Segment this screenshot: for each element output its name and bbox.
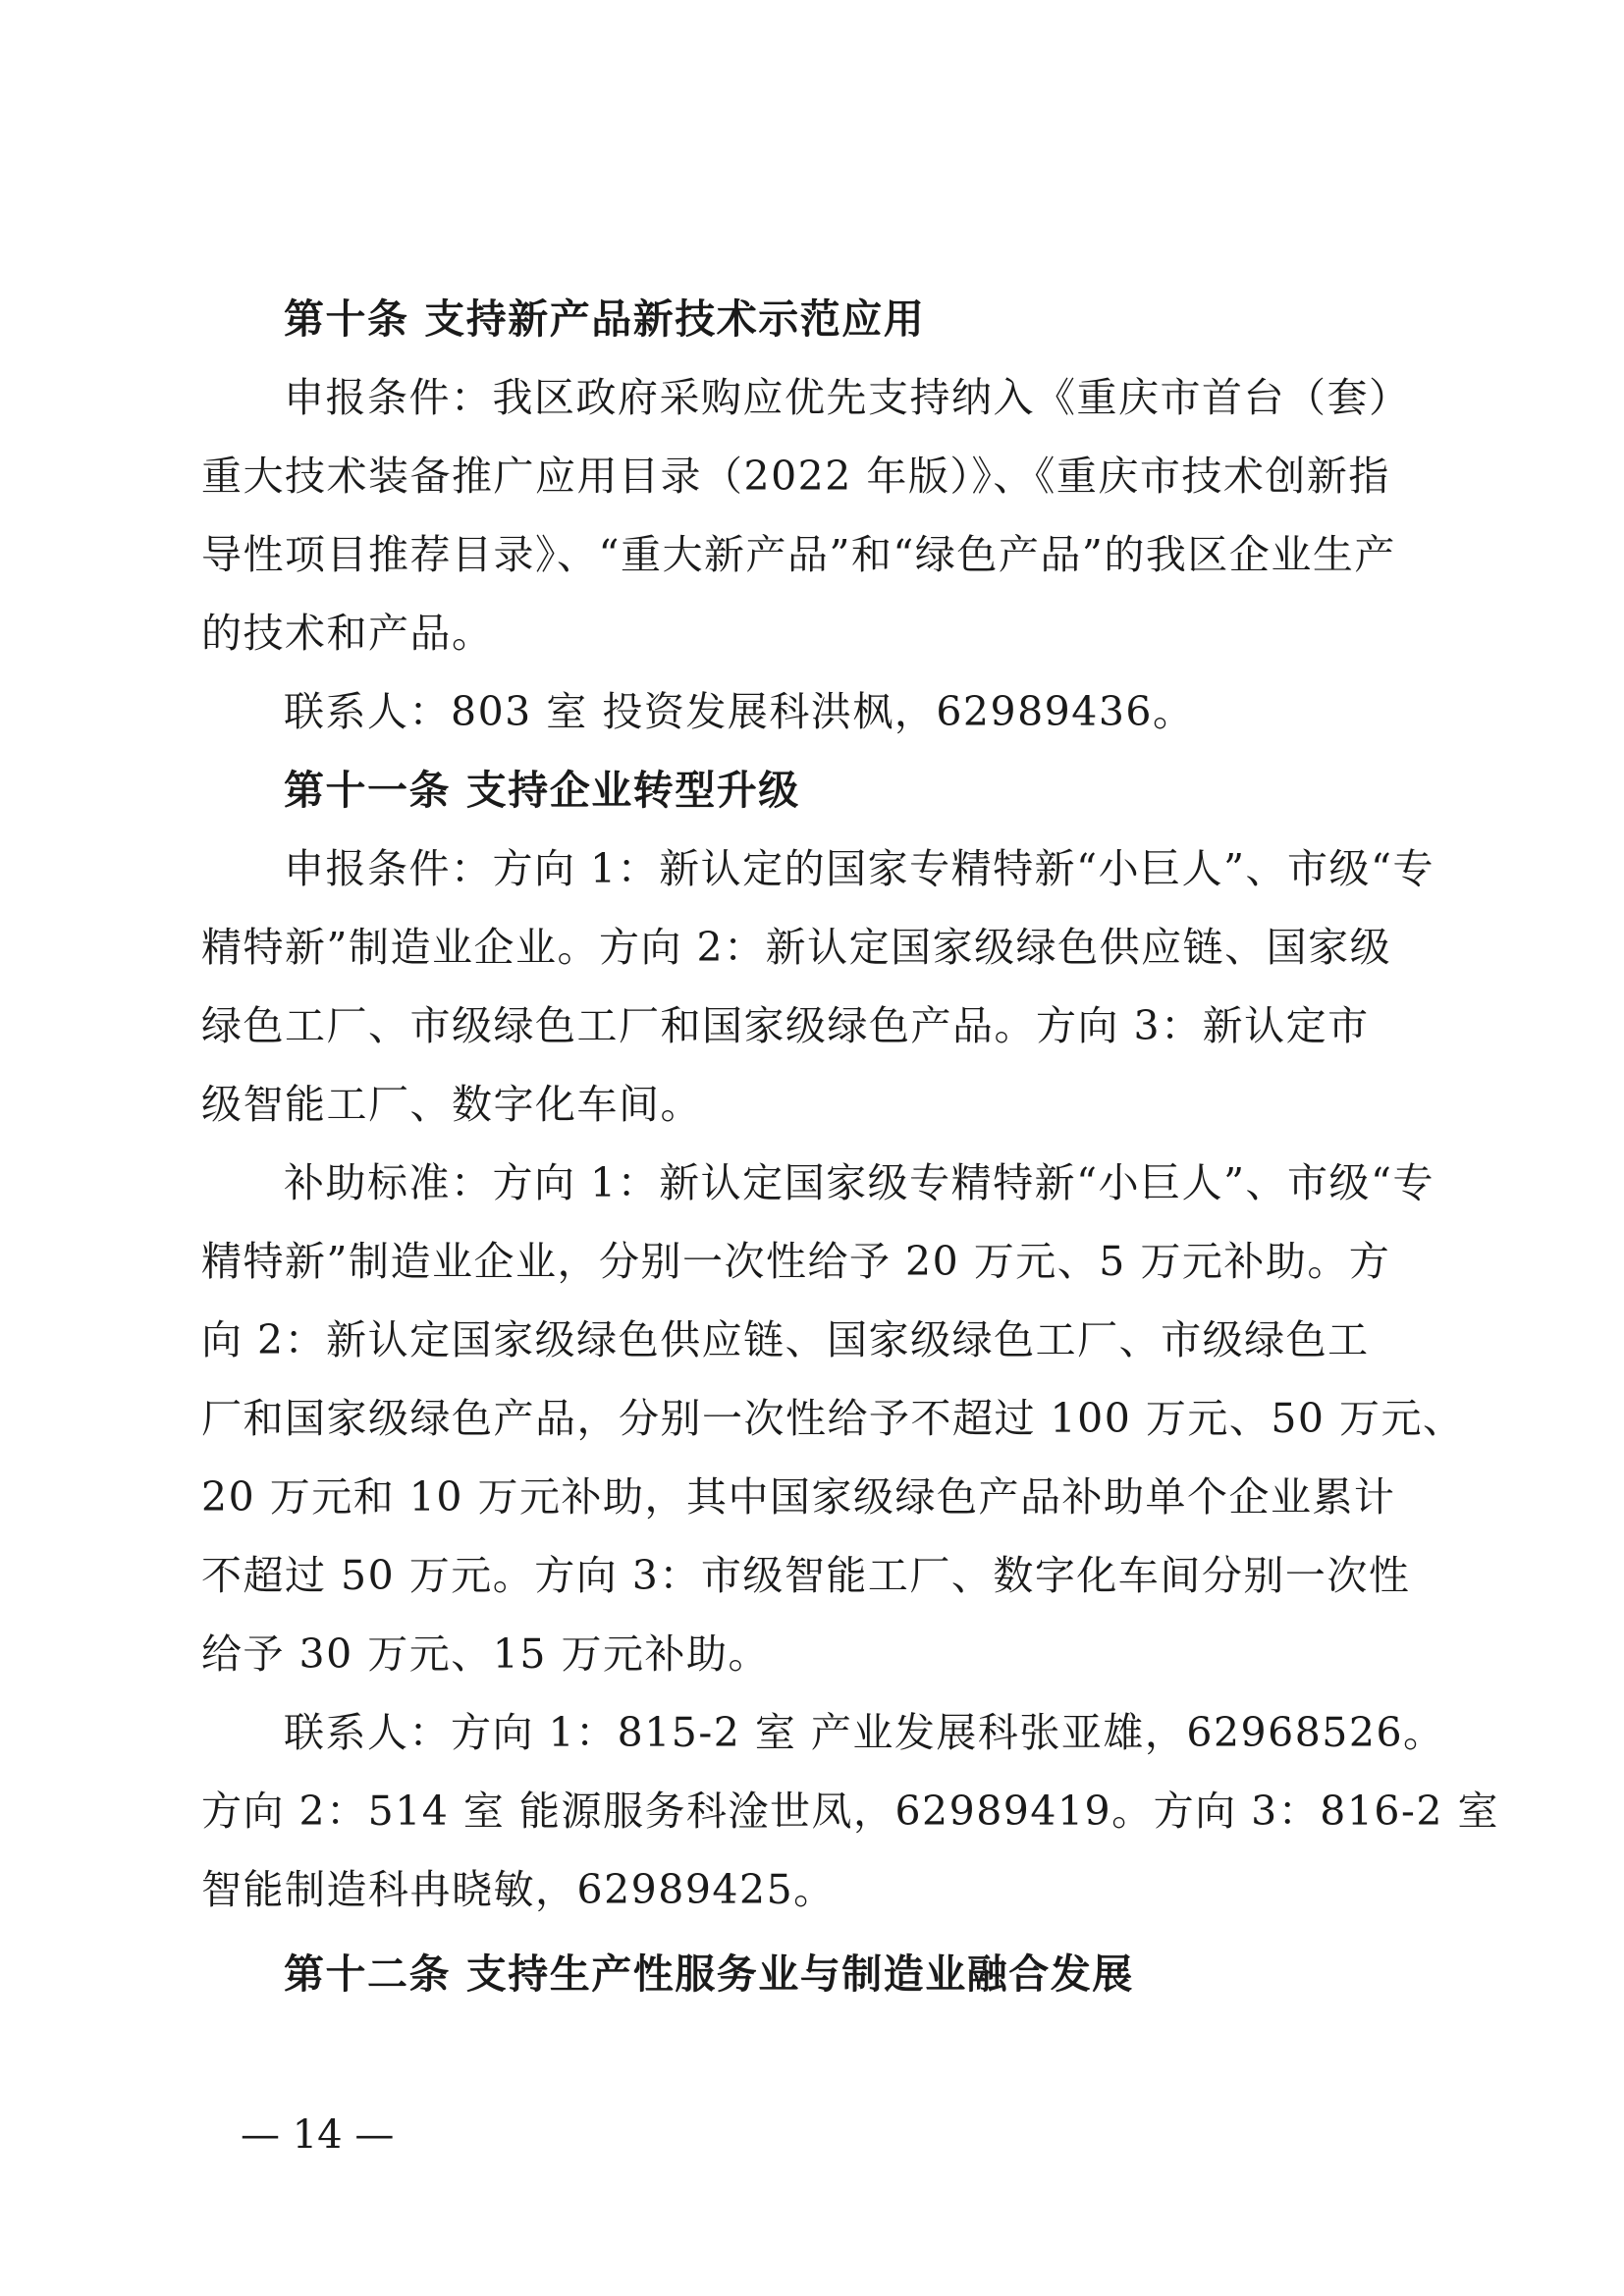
document-body (201, 280, 1499, 2013)
article-10-conditions-line-2: 重大技术装备推广应用目录（2022 年版）》、《重庆市技术创新指 (201, 453, 1390, 500)
article-11-conditions-line-3: 绿色工厂、市级绿色工厂和国家级绿色产品。方向 3：新认定市 (201, 1002, 1370, 1049)
article-12-heading: 第十二条 支持生产性服务业与制造业融合发展 (284, 1950, 1134, 1998)
article-11-conditions-line-1: 申报条件：方向 1：新认定的国家专精特新“小巨人”、市级“专 (284, 845, 1435, 892)
article-11-contact-line-3: 智能制造科冉晓敏，62989425。 (201, 1866, 836, 1913)
article-11-conditions-line-2: 精特新”制造业企业。方向 2：新认定国家级绿色供应链、国家级 (201, 924, 1392, 971)
article-11-subsidy-line-6: 不超过 50 万元。方向 3：市级智能工厂、数字化车间分别一次性 (201, 1552, 1411, 1599)
article-11-subsidy-line-1: 补助标准：方向 1：新认定国家级专精特新“小巨人”、市级“专 (284, 1159, 1435, 1206)
article-11-contact-line-1: 联系人：方向 1：815-2 室 产业发展科张亚雄，62968526。 (284, 1709, 1445, 1756)
article-11-conditions-line-4: 级智能工厂、数字化车间。 (201, 1081, 702, 1128)
article-11-contact-line-2: 方向 2：514 室 能源服务科淦世凤，62989419。方向 3：816-2 室 (201, 1788, 1499, 1835)
article-11-heading: 第十一条 支持企业转型升级 (284, 767, 800, 814)
article-11-subsidy-line-3: 向 2：新认定国家级绿色供应链、国家级绿色工厂、市级绿色工 (201, 1316, 1370, 1363)
article-10-contact: 联系人：803 室 投资发展科洪枫，62989436。 (284, 688, 1195, 735)
article-10-conditions-line-4: 的技术和产品。 (201, 610, 494, 657)
article-11-subsidy-line-5: 20 万元和 10 万元补助，其中国家级绿色产品补助单个企业累计 (201, 1473, 1396, 1521)
article-11-subsidy-line-2: 精特新”制造业企业，分别一次性给予 20 万元、5 万元补助。方 (201, 1238, 1391, 1285)
article-10-conditions-line-1: 申报条件：我区政府采购应优先支持纳入《重庆市首台（套） (284, 374, 1411, 421)
page-number: — 14 — (241, 2112, 395, 2158)
article-10-heading: 第十条 支持新产品新技术示范应用 (284, 295, 926, 343)
article-11-subsidy-line-4: 厂和国家级绿色产品，分别一次性给予不超过 100 万元、50 万元、 (201, 1395, 1465, 1442)
article-10-conditions-line-3: 导性项目推荐目录》、“重大新产品”和“绿色产品”的我区企业生产 (201, 531, 1396, 578)
article-11-subsidy-line-7: 给予 30 万元、15 万元补助。 (201, 1630, 770, 1678)
